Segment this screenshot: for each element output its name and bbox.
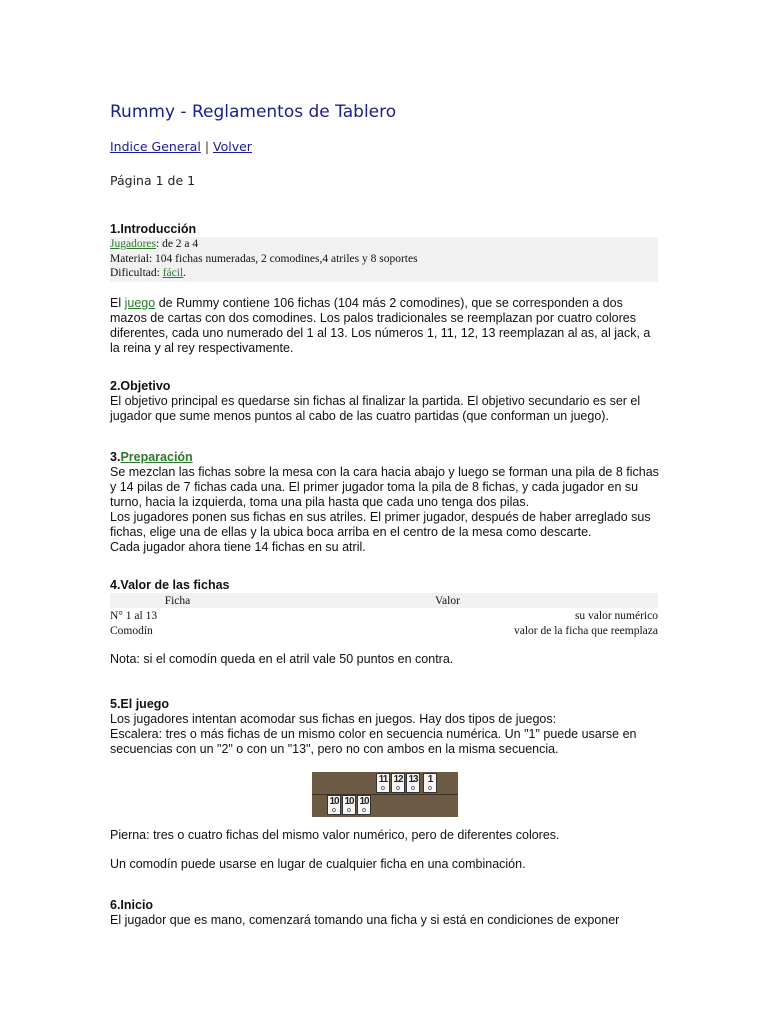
back-link[interactable]: Volver	[213, 139, 252, 154]
game-text-4: Un comodín puede usarse en lugar de cualquier ficha en una combinación.	[110, 857, 526, 871]
start-text: El jugador que es mano, comenzará tomando una ficha y si está en condiciones de exponer	[110, 913, 620, 927]
cell-ficha: Comodín	[110, 624, 153, 637]
game-link[interactable]: juego	[124, 295, 156, 310]
tile-number: 1	[427, 774, 433, 785]
tile-mark: o	[428, 785, 432, 792]
section-heading: 2.Objetivo	[110, 379, 171, 393]
column-header-valor: Valor	[245, 593, 658, 608]
game-text-1: Los jugadores intentan acomodar sus fichas en juegos. Hay dos tipos de juegos:	[110, 712, 557, 726]
tile	[376, 773, 390, 793]
breadcrumb	[110, 139, 252, 154]
difficulty-link[interactable]: fácil	[162, 267, 184, 279]
intro-text-rest: de Rummy contiene 106 fichas (104 más 2 comodines), que se corresponden a dos mazos de cartas con dos comodines. Los palos tradicionales se reemplazan por cuatro colores diferentes, cada uno numerado del 1 al 13. Los números 1, 11, 12, 13 reemplazan al as, al jack, a la reina y al rey respectivamente.	[110, 295, 651, 355]
material-row: Material: 104 fichas numeradas, 2 comodines,4 atriles y 8 soportes	[110, 252, 418, 265]
game-text-2: Escalera: tres o más fichas de un mismo color en secuencia numérica. Un "1" puede usarse en secuencias con un "2" o con un "13", pero no con ambos en la misma secuencia.	[110, 727, 637, 756]
tile-mark: o	[381, 785, 385, 792]
players-value: : de 2 a 4	[156, 238, 199, 250]
section-heading: 5.El juego	[110, 697, 170, 711]
section-preparacion	[110, 450, 660, 555]
difficulty-label: Dificultad:	[110, 267, 160, 279]
tile	[342, 795, 356, 815]
table-row	[110, 623, 658, 638]
index-link[interactable]: Indice General	[110, 139, 201, 154]
objective-text: El objetivo principal es quedarse sin fichas al finalizar la partida. El objetivo secundario es ser el jugador que sume menos puntos al cabo de las cuatro partidas (que conforman un juego).	[110, 394, 641, 423]
section-introduccion	[110, 222, 660, 356]
players-row	[110, 237, 658, 252]
nav-separator: |	[204, 139, 210, 154]
tile-number: 10	[329, 796, 339, 807]
intro-paragraph	[110, 296, 660, 356]
section-heading	[110, 450, 660, 465]
players-link[interactable]: Jugadores	[110, 238, 156, 250]
page-info: Página 1 de 1	[110, 173, 196, 188]
tile-rack-image	[312, 772, 458, 817]
preparation-text-1: Se mezclan las fichas sobre la mesa con la cara hacia abajo y luego se forman una pila de 8 fichas y 14 pilas de 7 fichas cada una. El primer jugador toma la pila de 8 fichas, y cada jugador en su turno, hacia la izquierda, toma una pila hasta que cada uno tenga dos pilas.	[110, 465, 659, 509]
tile	[357, 795, 371, 815]
difficulty-end: .	[183, 267, 187, 279]
tile-mark: o	[396, 785, 400, 792]
heading-number: 3.	[110, 450, 121, 464]
section-inicio	[110, 898, 660, 928]
info-box	[110, 237, 658, 282]
tile	[423, 773, 437, 793]
tile-mark: o	[411, 785, 415, 792]
table-row	[110, 608, 658, 623]
tile-number: 12	[393, 774, 403, 785]
cell-valor: su valor numérico	[574, 609, 658, 622]
section-valor-fichas	[110, 578, 660, 667]
cell-valor: valor de la ficha que reemplaza	[514, 624, 658, 637]
tile-number: 11	[378, 774, 388, 785]
preparation-text-3: Cada jugador ahora tiene 14 fichas en su atril.	[110, 540, 366, 554]
tile-mark: o	[347, 807, 351, 814]
tile-number: 13	[408, 774, 418, 785]
preparation-link[interactable]: Preparación	[120, 450, 193, 464]
tile	[391, 773, 405, 793]
intro-text-start: El	[110, 295, 122, 310]
section-heading: 1.Introducción	[110, 222, 197, 236]
difficulty-row	[110, 266, 658, 281]
tile	[406, 773, 420, 793]
section-el-juego	[110, 697, 660, 872]
page-title: Rummy - Reglamentos de Tablero	[110, 102, 397, 122]
game-text-3: Pierna: tres o cuatro fichas del mismo valor numérico, pero de diferentes colores.	[110, 828, 560, 842]
tile-number: 10	[344, 796, 354, 807]
values-table	[110, 593, 658, 638]
table-header-row	[110, 593, 658, 608]
tile-mark: o	[332, 807, 336, 814]
tile-mark: o	[362, 807, 366, 814]
section-heading: 4.Valor de las fichas	[110, 578, 230, 592]
column-header-ficha: Ficha	[110, 593, 245, 608]
cell-ficha: N° 1 al 13	[110, 609, 158, 622]
section-heading: 6.Inicio	[110, 898, 154, 912]
tile	[327, 795, 341, 815]
section-objetivo	[110, 379, 660, 424]
preparation-text-2: Los jugadores ponen sus fichas en sus atriles. El primer jugador, después de haber arreglado sus fichas, elige una de ellas y la ubica boca arriba en el centro de la mesa como descarte.	[110, 510, 651, 539]
tile-number: 10	[359, 796, 369, 807]
note-text: Nota: si el comodín queda en el atril vale 50 puntos en contra.	[110, 652, 454, 666]
